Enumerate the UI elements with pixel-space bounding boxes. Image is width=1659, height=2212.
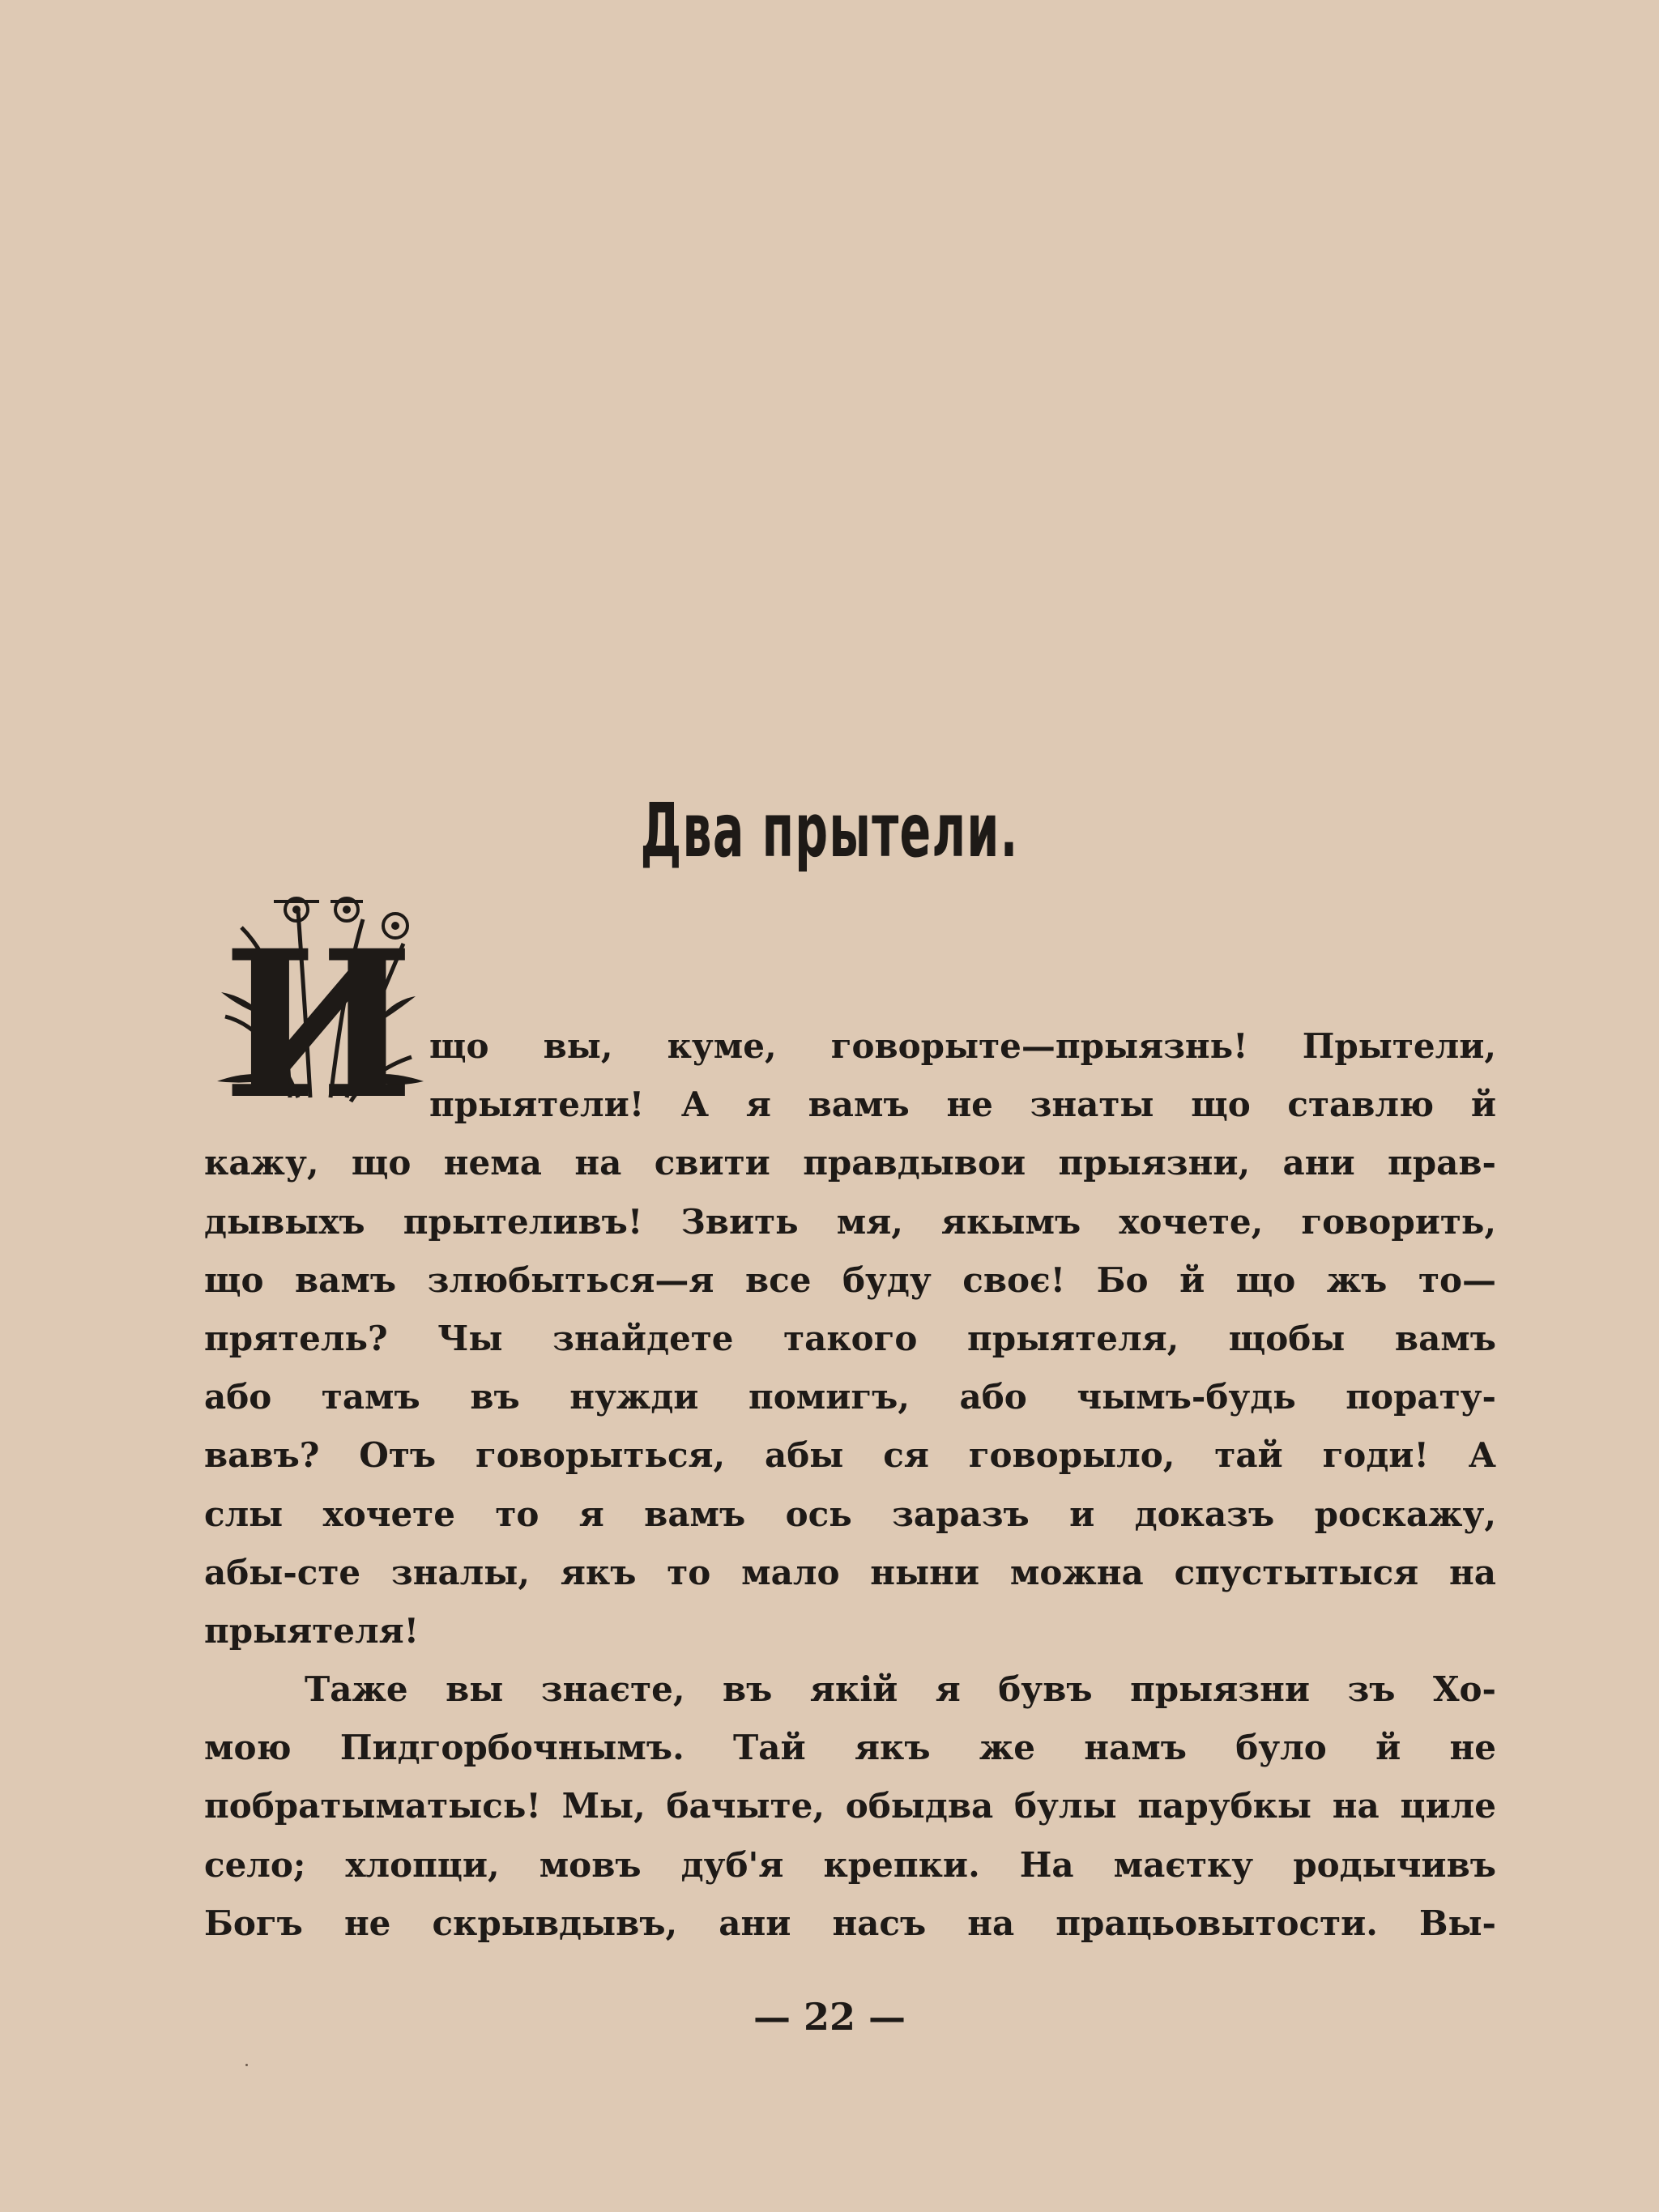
text-line: прыятели! А я вамъ не знаты що ставлю й — [429, 1085, 1496, 1125]
text-line: Таже вы знаєте, въ якій я бувъ прыязни зъ Хо- — [305, 1669, 1496, 1710]
page-number: — 22 — — [753, 1995, 906, 2039]
text-line: прыятеля! — [204, 1610, 420, 1651]
text-line: село; хлопци, мовъ дуб'я крепки. На маєтку родычивъ — [204, 1844, 1496, 1885]
text-line: мою Пидгорбочнымъ. Тай якъ же намъ було й не — [204, 1728, 1496, 1768]
text-line: Богъ не скрывдывъ, ани насъ на працьовытости. Вы- — [204, 1903, 1496, 1943]
text-line: побратыматысь! Мы, бачыте, обыдва булы парубкы на циле — [204, 1786, 1496, 1826]
text-line: прятель? Чы знайдете такого прыятеля, щобы вамъ — [204, 1318, 1496, 1358]
svg-text:И: И — [222, 906, 415, 1114]
page-title: Два прытели. — [640, 787, 1019, 874]
body-text — [204, 1017, 1496, 1953]
scan-speck — [245, 2064, 248, 2066]
text-line: що вы, куме, говорыте—прыязнь! Прытели, — [429, 1026, 1496, 1066]
text-line: абы-сте зналы, якъ то мало ныни можна спустытыся на — [204, 1552, 1496, 1592]
text-line: що вамъ злюбыться—я все буду своє! Бо й що жъ то— — [204, 1259, 1496, 1300]
text-line: слы хочете то я вамъ ось заразъ и доказъ роскажу, — [204, 1494, 1496, 1534]
text-line: вавъ? Отъ говорыться, абы ся говорыло, тай годи! А — [204, 1435, 1496, 1476]
text-line: дывыхъ прытеливъ! Звить мя, якымъ хочете, говорить, — [204, 1201, 1496, 1242]
text-line: кажу, що нема на свити правдывои прыязни, ани прав- — [204, 1143, 1496, 1183]
text-line: або тамъ въ нужди помигъ, або чымъ-будь порату- — [204, 1377, 1496, 1417]
